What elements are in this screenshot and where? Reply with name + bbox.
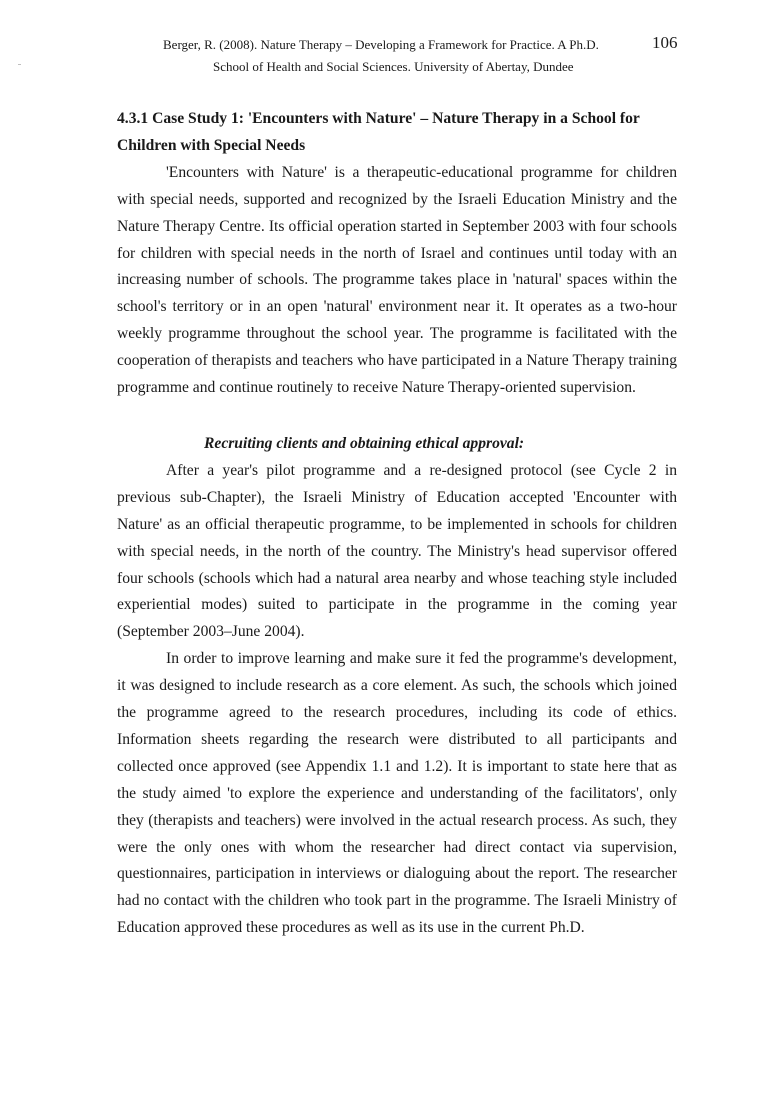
section-intro-paragraph: 'Encounters with Nature' is a therapeutic-educational programme for children with special needs, supported and recognized by the Israeli Education Ministry and the Nature Therapy Centre. Its official operation started in September 2003 with four schools for children with special needs in the north of Israel and continues until today with an increasing number of schools. The programme takes place in 'natural' spaces within the school's territory or in an open 'natural' environment near it. It operates as a two-hour weekly programme throughout the school year. The programme is facilitated with the cooperation of therapists and teachers who have participated in a Nature Therapy training programme and continue routinely to receive Nature Therapy-oriented supervision.: [117, 163, 677, 397]
page-number: 106: [652, 33, 678, 52]
scan-artifact-mark: [18, 64, 21, 65]
subsection-paragraph-2: In order to improve learning and make sure it fed the programme's development, it was designed to include research as a core element. As such, the schools which joined the programme agreed to the research procedures, including its code of ethics. Information sheets regarding the research were distributed to all participants and collected once approved (see Appendix 1.1 and 1.2). It is important to state here that as the study aimed 'to explore the experience and understanding of the facilitators', only they (therapists and teachers) were involved in the actual research process. As such, they were the only ones with whom the researcher had direct contact via supervision, questionnaires, participation in interviews or dialoguing about the report. The researcher had no contact with the children who took part in the programme. The Israeli Ministry of Education approved these procedures as well as its use in the current Ph.D.: [117, 650, 677, 937]
subsection-paragraph-1: After a year's pilot programme and a re-designed protocol (see Cycle 2 in previous sub-Chapter), the Israeli Ministry of Education accepted 'Encounter with Nature' as an official therapeutic programme, to be implemented in schools for children with special needs, in the north of the country. The Ministry's head supervisor offered four schools (schools which had a natural area nearby and whose teaching style included experiential modes) suited to participate in the programme in the coming year (September 2003–June 2004).: [117, 461, 677, 641]
page-body: [117, 106, 677, 942]
subsection-heading: Recruiting clients and obtaining ethical approval:: [204, 434, 525, 452]
section-title: 4.3.1 Case Study 1: 'Encounters with Nature' – Nature Therapy in a School for Children with Special Needs: [117, 110, 640, 154]
header-institution-line: School of Health and Social Sciences. University of Abertay, Dundee: [213, 59, 574, 74]
header-citation-line: Berger, R. (2008). Nature Therapy – Developing a Framework for Practice. A Ph.D.: [163, 37, 599, 52]
